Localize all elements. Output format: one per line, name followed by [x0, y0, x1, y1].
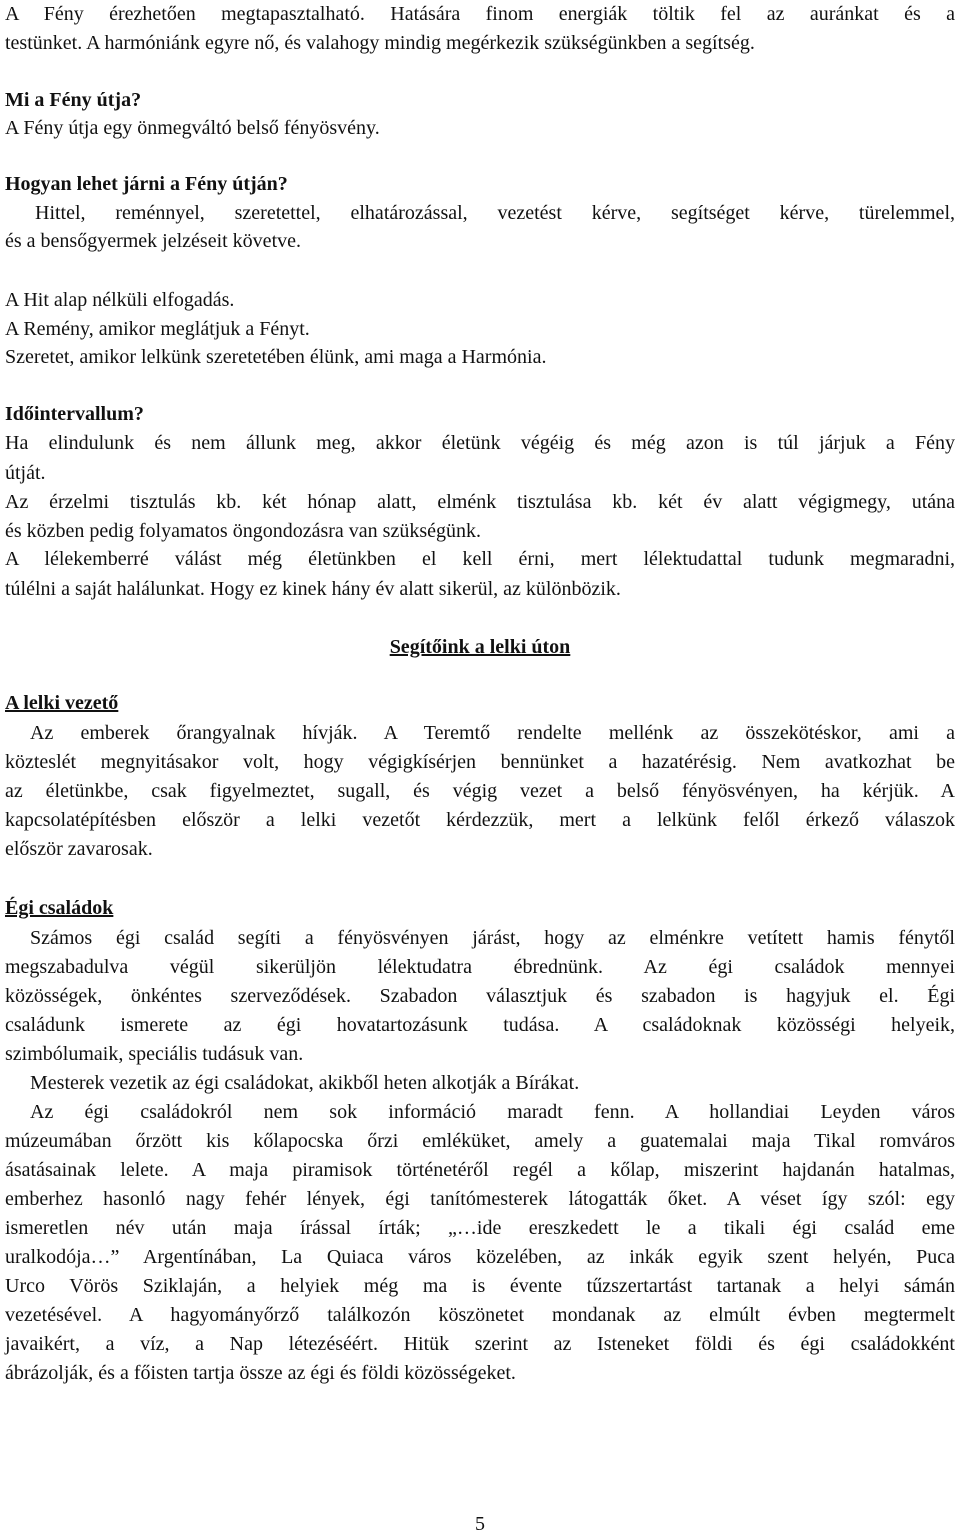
paragraph-line: túlélni a saját halálunkat. Hogy ez kinek hány év alatt sikerül, az különbözik.: [5, 578, 621, 600]
paragraph-line: testünket. A harmóniánk egyre nő, és valahogy mindig megérkezik szükségünkben a segítség.: [5, 32, 755, 54]
paragraph-line: szimbólumaik, speciális tudásuk van.: [5, 1043, 304, 1065]
paragraph-line: kapcsolatépítésben először a lelki vezetőt kérdezzük, mert a lelkünk felől érkező válaszok: [5, 809, 955, 831]
paragraph-line: vezetésével. A hagyományőrző találkozón köszönetet mondanak az elmúlt évben megtermelt: [5, 1304, 955, 1326]
paragraph-line: Az érzelmi tisztulás kb. két hónap alatt, elménk tisztulása kb. két év alatt végigmegy, utána: [5, 491, 955, 513]
paragraph-line: családunk ismerete az égi hovatartozásunk tudása. A családoknak közösségi helyeik,: [5, 1014, 955, 1036]
paragraph-line: Az égi családokról nem sok információ maradt fenn. A hollandiai Leyden város: [30, 1101, 955, 1123]
paragraph-line: közösségek, önkéntes szerveződések. Szabadon választjuk és szabadon is hagyjuk el. Égi: [5, 985, 955, 1007]
paragraph-line: A Fény érezhetően megtapasztalható. Hatására finom energiák töltik fel az auránkat és a: [5, 3, 955, 25]
question-heading: Időintervallum?: [5, 403, 144, 425]
paragraph-line: az életünkbe, csak figyelmeztet, sugall, és végig vezet a belső fényösvényen, ha kérjük. A: [5, 780, 955, 802]
paragraph-line: Számos égi család segíti a fényösvényen járást, hogy az elménkre vetített hamis fénytől: [30, 927, 955, 949]
paragraph-line: emberhez hasonló nagy fehér lények, égi tanítómesterek látogatták őket. A véset így szól: egy: [5, 1188, 955, 1210]
question-heading: Mi a Fény útja?: [5, 89, 142, 111]
paragraph-line: Szeretet, amikor lelkünk szeretetében élünk, ami maga a Harmónia.: [5, 346, 547, 368]
paragraph-line: A Hit alap nélküli elfogadás.: [5, 289, 235, 311]
paragraph-line: útját.: [5, 462, 46, 484]
question-heading: Hogyan lehet járni a Fény útján?: [5, 173, 288, 195]
paragraph-line: A Remény, amikor meglátjuk a Fényt.: [5, 318, 310, 340]
paragraph-line: közteslét megnyitásakor volt, hogy végigkísérjen bennünket a hazatérésig. Nem avatkozhat be: [5, 751, 955, 773]
paragraph-line: ismeretlen név után maja írással írták; „…ide ereszkedett le a tikali égi család eme: [5, 1217, 955, 1239]
paragraph-line: Urco Vörös Sziklaján, a helyiek még ma is évente tűzszertartást tartanak a helyi sámán: [5, 1275, 955, 1297]
paragraph-line: Az emberek őrangyalnak hívják. A Teremtő rendelte mellénk az összekötéskor, ami a: [30, 722, 955, 744]
paragraph-line: uralkodója…” Argentínában, La Quiaca város közelében, az inkák egyik szent helyén, Puca: [5, 1246, 955, 1268]
paragraph-line: javaikért, a víz, a Nap létezéséért. Hitük szerint az Isteneket földi és égi családokként: [5, 1333, 955, 1355]
paragraph-line: és közben pedig folyamatos öngondozásra van szükségünk.: [5, 520, 481, 542]
paragraph-line: megszabadulva végül sikerüljön lélektudatra ébrednünk. Az égi családok mennyei: [5, 956, 955, 978]
paragraph-line: ábrázolják, és a főisten tartja össze az égi és földi közösségeket.: [5, 1362, 516, 1384]
section-title: Segítőink a lelki úton: [389, 636, 571, 658]
paragraph-line: Ha elindulunk és nem állunk meg, akkor életünk végéig és még azon is túl járjuk a Fény: [5, 432, 955, 454]
subsection-heading: Égi családok: [5, 897, 114, 919]
paragraph-line: A lélekemberré válást még életünkben el kell érni, mert lélektudattal tudunk megmaradni,: [5, 548, 955, 570]
page-number: 5: [475, 1513, 485, 1535]
paragraph-line: Hittel, reménnyel, szeretettel, elhatározással, vezetést kérve, segítséget kérve, türelemmel,: [35, 202, 955, 224]
paragraph-line: múzeumában őrzött kis kőlapocska őrzi emléküket, amely a guatemalai maja Tikal romváros: [5, 1130, 955, 1152]
paragraph-line: ásatásainak lelete. A maja piramisok történetéről regél a kőlap, miszerint hajdanán hatalmas,: [5, 1159, 955, 1181]
paragraph-line: Mesterek vezetik az égi családokat, akikből heten alkotják a Bírákat.: [30, 1072, 580, 1094]
paragraph-line: és a bensőgyermek jelzéseit követve.: [5, 230, 301, 252]
paragraph-line: A Fény útja egy önmegváltó belső fényösvény.: [5, 117, 380, 139]
paragraph-line: először zavarosak.: [5, 838, 153, 860]
subsection-heading: A lelki vezető: [5, 692, 119, 714]
